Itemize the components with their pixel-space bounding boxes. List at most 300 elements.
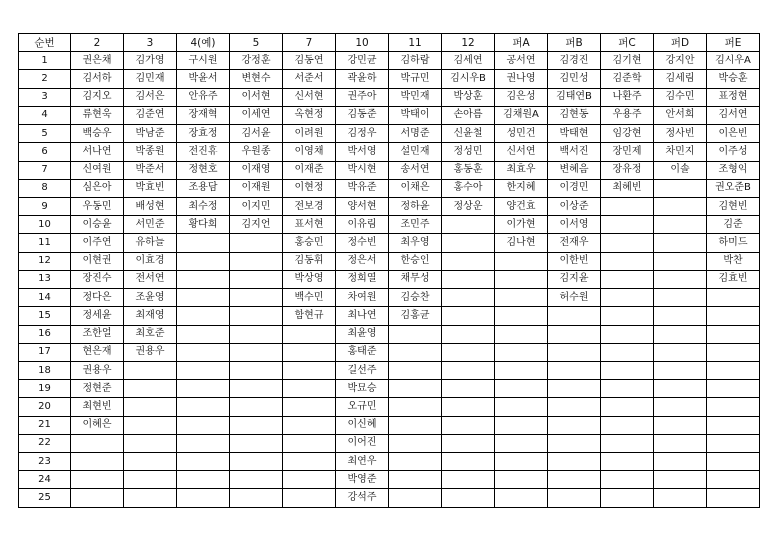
student-name-cell: 김준연 (124, 106, 177, 124)
student-name-cell (654, 179, 707, 197)
table-row (19, 289, 760, 307)
student-name-cell (548, 416, 601, 434)
student-name-cell: 정은서 (336, 252, 389, 270)
student-name-cell: 김가영 (124, 52, 177, 70)
student-name-cell: 신서현 (283, 88, 336, 106)
student-name-cell (442, 343, 495, 361)
student-name-cell: 최현빈 (71, 398, 124, 416)
student-name-cell (495, 289, 548, 307)
row-number-cell: 16 (19, 325, 71, 343)
student-name-cell: 김서은 (124, 88, 177, 106)
student-name-cell: 김홍균 (389, 307, 442, 325)
student-name-cell (495, 489, 548, 507)
table-row (19, 252, 760, 270)
student-name-cell (601, 471, 654, 489)
column-header: 3 (124, 34, 177, 52)
student-name-cell (442, 216, 495, 234)
student-name-cell (124, 471, 177, 489)
student-name-cell (654, 434, 707, 452)
table-row (19, 234, 760, 252)
student-name-cell (495, 252, 548, 270)
student-name-cell: 박효빈 (124, 179, 177, 197)
table-row (19, 380, 760, 398)
student-name-cell: 양건효 (495, 197, 548, 215)
student-name-cell: 이가현 (495, 216, 548, 234)
student-name-cell: 홍승민 (283, 234, 336, 252)
student-name-cell: 이채은 (389, 179, 442, 197)
student-name-cell (548, 398, 601, 416)
student-name-cell (230, 307, 283, 325)
student-name-cell (442, 252, 495, 270)
table-row (19, 179, 760, 197)
student-name-cell: 김은성 (495, 88, 548, 106)
student-name-cell (654, 471, 707, 489)
column-header: 퍼B (548, 34, 601, 52)
student-name-cell: 장민제 (601, 143, 654, 161)
student-name-cell (548, 453, 601, 471)
student-name-cell: 한승인 (389, 252, 442, 270)
student-name-cell (230, 270, 283, 288)
student-name-cell: 서민준 (124, 216, 177, 234)
student-name-cell (548, 361, 601, 379)
student-name-cell: 길선주 (336, 361, 389, 379)
student-name-cell: 이서영 (548, 216, 601, 234)
student-name-cell: 장유정 (601, 161, 654, 179)
student-name-cell (389, 416, 442, 434)
student-name-cell: 이경민 (548, 179, 601, 197)
column-header: 5 (230, 34, 283, 52)
student-name-cell: 조민주 (389, 216, 442, 234)
student-name-cell: 표정현 (707, 88, 760, 106)
row-number-cell: 12 (19, 252, 71, 270)
table-row (19, 106, 760, 124)
student-name-cell: 박시현 (336, 161, 389, 179)
student-name-cell: 서준서 (283, 70, 336, 88)
student-name-cell: 김민성 (548, 70, 601, 88)
student-name-cell: 김경진 (548, 52, 601, 70)
student-name-cell: 김승찬 (389, 289, 442, 307)
student-name-cell: 최나연 (336, 307, 389, 325)
student-name-cell: 백서진 (548, 143, 601, 161)
row-number-cell: 6 (19, 143, 71, 161)
student-name-cell: 이한빈 (548, 252, 601, 270)
student-name-cell (177, 270, 230, 288)
student-name-cell: 최우영 (389, 234, 442, 252)
row-number-cell: 7 (19, 161, 71, 179)
column-header: 퍼C (601, 34, 654, 52)
student-name-cell: 이려원 (283, 125, 336, 143)
student-name-cell: 김시우A (707, 52, 760, 70)
row-number-cell: 19 (19, 380, 71, 398)
student-name-cell (601, 416, 654, 434)
table-row (19, 143, 760, 161)
student-name-cell (389, 343, 442, 361)
student-name-cell (601, 197, 654, 215)
student-name-cell (654, 252, 707, 270)
student-name-cell: 정수빈 (336, 234, 389, 252)
student-name-cell: 김태연B (548, 88, 601, 106)
student-name-cell: 나환주 (601, 88, 654, 106)
student-name-cell (707, 361, 760, 379)
row-number-cell: 11 (19, 234, 71, 252)
student-name-cell: 박유준 (336, 179, 389, 197)
table-row (19, 453, 760, 471)
column-header-index: 순번 (19, 34, 71, 52)
student-name-cell: 박민재 (389, 88, 442, 106)
student-name-cell: 우용주 (601, 106, 654, 124)
student-name-cell: 장효정 (177, 125, 230, 143)
row-number-cell: 14 (19, 289, 71, 307)
row-number-cell: 18 (19, 361, 71, 379)
student-name-cell: 유하늘 (124, 234, 177, 252)
student-name-cell: 김현동 (548, 106, 601, 124)
student-name-cell: 박승훈 (707, 70, 760, 88)
student-name-cell: 강석주 (336, 489, 389, 507)
table-row (19, 343, 760, 361)
student-name-cell (495, 361, 548, 379)
student-name-cell: 이신혜 (336, 416, 389, 434)
student-name-cell: 권용우 (124, 343, 177, 361)
student-name-cell: 배성현 (124, 197, 177, 215)
student-name-cell (548, 325, 601, 343)
student-name-cell (442, 489, 495, 507)
student-name-cell: 김시우B (442, 70, 495, 88)
table-row (19, 52, 760, 70)
student-name-cell (124, 361, 177, 379)
student-name-cell: 박태이 (389, 106, 442, 124)
student-name-cell (601, 252, 654, 270)
student-name-cell (495, 471, 548, 489)
student-name-cell: 신서연 (495, 143, 548, 161)
student-name-cell: 최연우 (336, 453, 389, 471)
student-name-cell: 박상영 (283, 270, 336, 288)
student-name-cell: 박묘승 (336, 380, 389, 398)
student-name-cell: 김서연 (707, 106, 760, 124)
student-name-cell: 이재영 (230, 161, 283, 179)
column-header: 퍼A (495, 34, 548, 52)
student-name-cell: 조용담 (177, 179, 230, 197)
student-name-cell (177, 380, 230, 398)
student-name-cell (124, 489, 177, 507)
student-name-cell: 정하윤 (389, 197, 442, 215)
student-name-cell: 김민재 (124, 70, 177, 88)
student-name-cell (548, 489, 601, 507)
student-name-cell: 권주아 (336, 88, 389, 106)
row-number-cell: 4 (19, 106, 71, 124)
student-name-cell (177, 489, 230, 507)
student-name-cell (389, 453, 442, 471)
student-name-cell (654, 380, 707, 398)
student-name-cell: 박영준 (336, 471, 389, 489)
student-name-cell: 임강현 (601, 125, 654, 143)
student-name-cell (177, 289, 230, 307)
student-name-cell (495, 380, 548, 398)
student-name-cell: 우원종 (230, 143, 283, 161)
student-name-cell (71, 471, 124, 489)
student-name-cell: 전보경 (283, 197, 336, 215)
student-name-cell (283, 489, 336, 507)
student-name-cell: 박서영 (336, 143, 389, 161)
student-name-cell (601, 325, 654, 343)
table-row (19, 416, 760, 434)
student-name-cell: 이유림 (336, 216, 389, 234)
student-name-cell (283, 325, 336, 343)
student-name-cell: 홍동훈 (442, 161, 495, 179)
row-number-cell: 10 (19, 216, 71, 234)
student-name-cell: 신여원 (71, 161, 124, 179)
student-name-cell: 김채원A (495, 106, 548, 124)
table-row (19, 434, 760, 452)
student-name-cell: 정사빈 (654, 125, 707, 143)
student-name-cell: 안유주 (177, 88, 230, 106)
row-number-cell: 24 (19, 471, 71, 489)
student-name-cell (177, 307, 230, 325)
student-name-cell (230, 398, 283, 416)
student-name-cell (654, 416, 707, 434)
student-name-cell (495, 453, 548, 471)
student-name-cell: 박찬 (707, 252, 760, 270)
column-header: 12 (442, 34, 495, 52)
student-name-cell (389, 434, 442, 452)
table-row (19, 216, 760, 234)
student-name-cell: 김현빈 (707, 197, 760, 215)
student-name-cell: 장진수 (71, 270, 124, 288)
student-name-cell (707, 489, 760, 507)
table-row (19, 197, 760, 215)
row-number-cell: 20 (19, 398, 71, 416)
table-row (19, 161, 760, 179)
student-name-cell (442, 270, 495, 288)
table-row (19, 270, 760, 288)
table-row (19, 325, 760, 343)
student-name-cell (177, 343, 230, 361)
student-name-cell (495, 343, 548, 361)
student-name-cell (548, 380, 601, 398)
student-name-cell: 최재영 (124, 307, 177, 325)
student-name-cell (707, 289, 760, 307)
student-name-cell (389, 489, 442, 507)
student-name-cell (177, 434, 230, 452)
student-name-cell (601, 216, 654, 234)
student-name-cell: 백수민 (283, 289, 336, 307)
student-name-cell (389, 325, 442, 343)
student-name-cell: 장재혁 (177, 106, 230, 124)
student-name-cell (707, 434, 760, 452)
student-name-cell: 김나현 (495, 234, 548, 252)
student-name-cell: 김준 (707, 216, 760, 234)
student-name-cell: 변혜음 (548, 161, 601, 179)
student-name-cell: 권용우 (71, 361, 124, 379)
student-name-cell (177, 398, 230, 416)
student-name-cell: 공서연 (495, 52, 548, 70)
student-name-cell (124, 453, 177, 471)
student-name-cell: 정상운 (442, 197, 495, 215)
student-name-cell (124, 434, 177, 452)
table-row (19, 398, 760, 416)
student-name-cell: 김수민 (654, 88, 707, 106)
student-name-cell: 백승우 (71, 125, 124, 143)
row-number-cell: 13 (19, 270, 71, 288)
student-name-cell (283, 343, 336, 361)
student-name-cell (71, 453, 124, 471)
student-name-cell: 조윤영 (124, 289, 177, 307)
table-row (19, 125, 760, 143)
student-name-cell (707, 453, 760, 471)
student-name-cell (654, 453, 707, 471)
student-name-cell (495, 325, 548, 343)
student-name-cell: 김동연 (283, 52, 336, 70)
student-name-cell: 곽윤하 (336, 70, 389, 88)
student-name-cell (230, 380, 283, 398)
student-name-cell: 김정우 (336, 125, 389, 143)
student-name-cell: 김지언 (230, 216, 283, 234)
student-name-cell (283, 361, 336, 379)
student-name-cell: 김동준 (336, 106, 389, 124)
student-name-cell: 현은재 (71, 343, 124, 361)
column-header: 10 (336, 34, 389, 52)
column-header: 퍼D (654, 34, 707, 52)
student-name-cell: 김준학 (601, 70, 654, 88)
student-name-cell: 최윤영 (336, 325, 389, 343)
student-name-cell (654, 398, 707, 416)
student-name-cell: 신윤철 (442, 125, 495, 143)
table-row (19, 361, 760, 379)
student-name-cell: 이주연 (71, 234, 124, 252)
student-name-cell: 조한얼 (71, 325, 124, 343)
table-row (19, 307, 760, 325)
student-name-cell (230, 416, 283, 434)
student-name-cell (442, 289, 495, 307)
student-name-cell (601, 434, 654, 452)
student-name-cell (442, 398, 495, 416)
student-name-cell (177, 471, 230, 489)
student-name-cell: 심은아 (71, 179, 124, 197)
student-name-cell: 한지혜 (495, 179, 548, 197)
student-name-cell (548, 471, 601, 489)
roster-table (18, 33, 760, 508)
student-name-cell (230, 252, 283, 270)
student-name-cell (442, 325, 495, 343)
row-number-cell: 15 (19, 307, 71, 325)
student-name-cell: 박준서 (124, 161, 177, 179)
student-name-cell (389, 471, 442, 489)
student-name-cell: 차민지 (654, 143, 707, 161)
column-header: 7 (283, 34, 336, 52)
student-name-cell: 정성민 (442, 143, 495, 161)
student-name-cell: 정다은 (71, 289, 124, 307)
student-name-cell: 박규민 (389, 70, 442, 88)
student-name-cell: 권나영 (495, 70, 548, 88)
student-name-cell: 전서연 (124, 270, 177, 288)
student-name-cell (495, 434, 548, 452)
student-name-cell: 이솔 (654, 161, 707, 179)
student-name-cell: 함현규 (283, 307, 336, 325)
student-name-cell: 허수원 (548, 289, 601, 307)
row-number-cell: 1 (19, 52, 71, 70)
student-name-cell (442, 307, 495, 325)
student-name-cell (283, 416, 336, 434)
student-name-cell: 손아름 (442, 106, 495, 124)
student-name-cell (283, 453, 336, 471)
student-name-cell (177, 361, 230, 379)
student-name-cell: 우동민 (71, 197, 124, 215)
student-name-cell: 이현권 (71, 252, 124, 270)
row-number-cell: 9 (19, 197, 71, 215)
row-number-cell: 2 (19, 70, 71, 88)
row-number-cell: 23 (19, 453, 71, 471)
table-row (19, 471, 760, 489)
student-name-cell: 채무성 (389, 270, 442, 288)
student-name-cell (230, 343, 283, 361)
student-name-cell (230, 289, 283, 307)
student-name-cell: 김세연 (442, 52, 495, 70)
student-name-cell: 정현준 (71, 380, 124, 398)
student-name-cell: 권오준B (707, 179, 760, 197)
student-name-cell (389, 361, 442, 379)
student-name-cell (442, 434, 495, 452)
student-name-cell: 정현호 (177, 161, 230, 179)
student-name-cell (495, 307, 548, 325)
student-name-cell (654, 489, 707, 507)
student-name-cell (707, 380, 760, 398)
student-name-cell (230, 453, 283, 471)
student-name-cell (177, 234, 230, 252)
student-name-cell (442, 453, 495, 471)
student-name-cell (389, 380, 442, 398)
student-name-cell (283, 434, 336, 452)
column-header: 11 (389, 34, 442, 52)
student-name-cell (548, 343, 601, 361)
table-row (19, 88, 760, 106)
student-name-cell (707, 343, 760, 361)
student-name-cell (177, 325, 230, 343)
row-number-cell: 3 (19, 88, 71, 106)
student-name-cell: 이승윤 (71, 216, 124, 234)
student-name-cell: 조형익 (707, 161, 760, 179)
student-name-cell: 박태현 (548, 125, 601, 143)
student-name-cell (124, 380, 177, 398)
student-name-cell: 김하람 (389, 52, 442, 70)
student-name-cell: 전재우 (548, 234, 601, 252)
row-number-cell: 17 (19, 343, 71, 361)
student-name-cell (654, 361, 707, 379)
student-name-cell: 김지오 (71, 88, 124, 106)
student-name-cell: 박윤서 (177, 70, 230, 88)
student-name-cell (442, 234, 495, 252)
student-name-cell: 송서연 (389, 161, 442, 179)
student-name-cell (601, 289, 654, 307)
student-name-cell: 황다희 (177, 216, 230, 234)
student-name-cell (654, 289, 707, 307)
student-name-cell (495, 398, 548, 416)
student-name-cell (283, 380, 336, 398)
student-name-cell (177, 453, 230, 471)
student-name-cell (495, 270, 548, 288)
row-number-cell: 21 (19, 416, 71, 434)
student-name-cell: 변현수 (230, 70, 283, 88)
student-name-cell (495, 416, 548, 434)
student-name-cell: 하미드 (707, 234, 760, 252)
header-row (19, 34, 760, 52)
student-name-cell (230, 471, 283, 489)
student-name-cell: 양서현 (336, 197, 389, 215)
row-number-cell: 8 (19, 179, 71, 197)
student-name-cell: 이혜은 (71, 416, 124, 434)
student-name-cell (601, 380, 654, 398)
student-name-cell (601, 343, 654, 361)
student-name-cell: 차여원 (336, 289, 389, 307)
student-name-cell: 강정훈 (230, 52, 283, 70)
